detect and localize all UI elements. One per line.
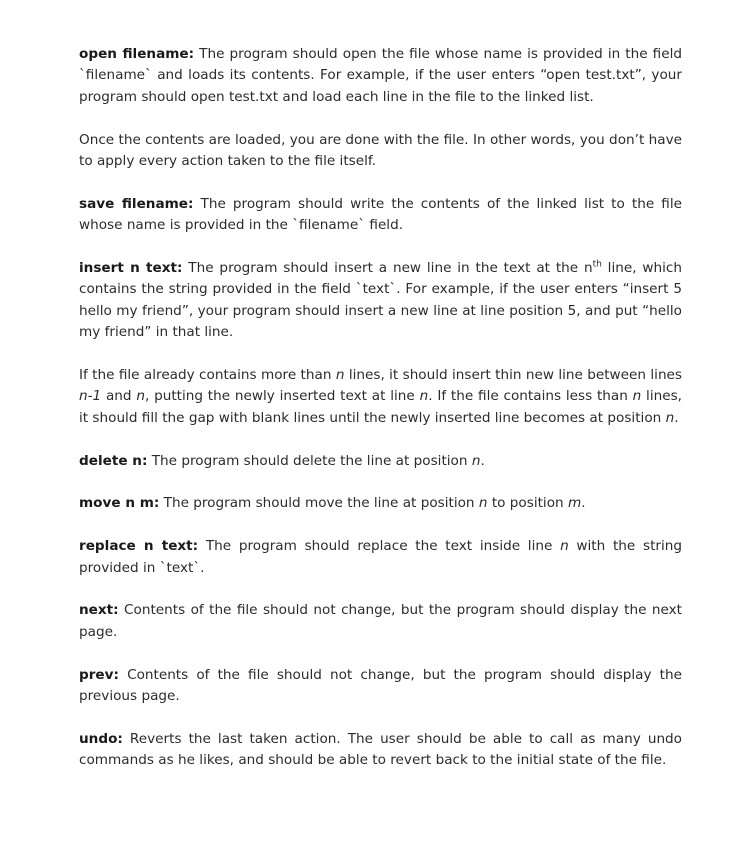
description-prev: Contents of the file should not change, but the program should display the previous page. xyxy=(79,666,682,705)
description-open: The program should open the file whose name is provided in the field `filename` and loads its contents. For example, if the user enters “open test.txt”, your program should open test.txt and load each line in the file to the linked list. xyxy=(79,46,683,105)
var-m-move: m xyxy=(567,495,582,512)
var-n-3: n xyxy=(136,388,145,405)
command-move: move n m: xyxy=(79,495,160,512)
var-n-1: n xyxy=(335,367,345,384)
command-save: save filename: xyxy=(79,195,194,212)
paragraph-insert xyxy=(79,258,682,344)
var-n-delete: n xyxy=(471,452,481,469)
note-insert-t3: and xyxy=(101,388,137,405)
description-move-t2: to position xyxy=(487,495,568,512)
paragraph-open xyxy=(79,44,682,108)
description-delete-t2: . xyxy=(480,452,485,469)
description-delete-t1: The program should delete the line at position xyxy=(147,452,472,469)
var-n-6: n xyxy=(665,409,675,426)
note-insert-t7: . xyxy=(674,409,679,426)
paragraph-prev xyxy=(79,665,682,708)
description-move-t1: The program should move the line at position xyxy=(159,495,479,512)
var-n-5: n xyxy=(632,388,642,405)
paragraph-open-note xyxy=(79,130,682,173)
paragraph-delete xyxy=(79,451,682,472)
var-n-replace: n xyxy=(560,538,569,555)
description-replace-t2: with the string provided in `text`. xyxy=(79,538,683,576)
var-n-move: n xyxy=(478,495,488,512)
description-move-t3: . xyxy=(581,495,586,512)
note-insert-t1: If the file already contains more than xyxy=(79,367,336,384)
paragraph-replace xyxy=(79,536,682,579)
description-next: Contents of the file should not change, but the program should display the next page. xyxy=(79,602,682,640)
description-insert-b: line, which contains the string provided in the field `text`. For example, if the user enters “insert 5 hello my friend”, your program should insert a new line at line position 5, and put “hello my friend” in that line. xyxy=(79,260,682,341)
paragraph-move xyxy=(79,493,682,514)
superscript-th: th xyxy=(592,259,602,270)
paragraph-save xyxy=(79,194,682,237)
var-n-minus-1: n-1 xyxy=(79,388,102,405)
description-replace-t1: The program should replace the text inside line xyxy=(198,538,561,555)
note-insert-t6: lines, it should fill the gap with blank lines until the newly inserted line becomes at position xyxy=(79,388,682,426)
note-insert-t2: lines, it should insert thin new line between lines xyxy=(344,367,682,384)
note-insert-t5: . If the file contains less than xyxy=(428,388,633,405)
description-undo: Reverts the last taken action. The user should be able to call as many undo commands as he likes, and should be able to revert back to the initial state of the file. xyxy=(79,730,682,769)
command-undo: undo: xyxy=(79,730,123,747)
description-save: The program should write the contents of the linked list to the file whose name is provided in the `filename` field. xyxy=(79,195,682,234)
command-next: next: xyxy=(79,602,119,619)
command-insert: insert n text: xyxy=(79,260,183,277)
paragraph-next xyxy=(79,600,682,643)
paragraph-insert-note xyxy=(79,365,682,429)
document-page xyxy=(79,44,682,793)
note-insert-t4: , putting the newly inserted text at line xyxy=(144,388,420,405)
command-delete: delete n: xyxy=(79,452,148,469)
command-prev: prev: xyxy=(79,666,119,683)
command-open: open filename: xyxy=(79,46,195,62)
paragraph-undo xyxy=(79,729,682,772)
command-replace: replace n text: xyxy=(79,538,199,555)
note-open: Once the contents are loaded, you are done with the file. In other words, you don’t have to apply every action taken to the file itself. xyxy=(79,131,682,170)
var-n-4: n xyxy=(419,388,429,405)
description-insert-a: The program should insert a new line in the text at the n xyxy=(182,260,593,277)
